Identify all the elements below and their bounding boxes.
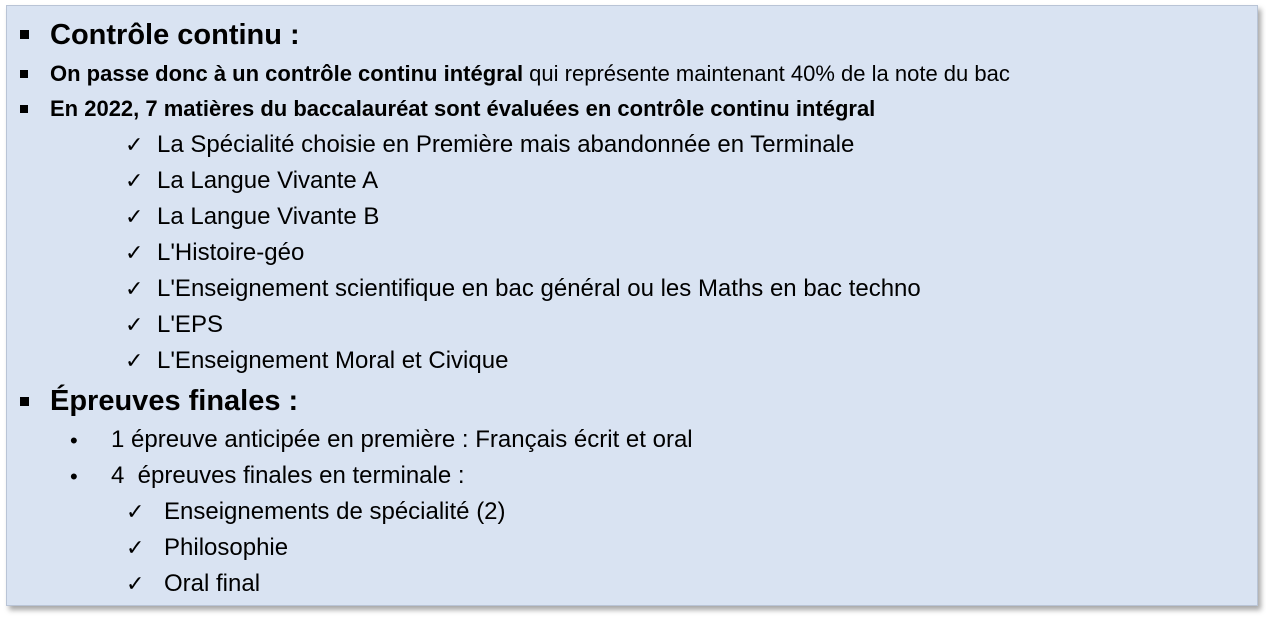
check-item: Philosophie xyxy=(164,534,289,561)
check-item: La Spécialité choisie en Première mais abandonnée en Terminale xyxy=(157,131,855,158)
square-bullet-icon xyxy=(20,397,29,406)
section-heading-epreuves: Épreuves finales : xyxy=(50,385,299,417)
check-mark-icon: ✓ xyxy=(125,169,144,194)
round-bullet-icon: • xyxy=(70,428,78,453)
point-matieres-2022 xyxy=(50,98,875,120)
square-bullet-icon xyxy=(20,30,29,39)
check-item: Enseignements de spécialité (2) xyxy=(164,498,506,525)
check-mark-icon: ✓ xyxy=(125,133,144,158)
section-heading-controle: Contrôle continu : xyxy=(50,19,300,51)
check-item: L'Histoire-géo xyxy=(157,239,305,266)
point-controle-integral xyxy=(50,63,1010,85)
point-bold-text: On passe donc à un contrôle continu intégral xyxy=(50,61,524,86)
check-mark-icon: ✓ xyxy=(125,313,144,338)
check-item: Oral final xyxy=(164,570,261,597)
square-bullet-icon xyxy=(20,105,28,113)
point-bold-text: En 2022, 7 matières du baccalauréat sont évaluées en contrôle continu intégral xyxy=(50,96,876,121)
check-item: L'Enseignement Moral et Civique xyxy=(157,347,509,374)
round-bullet-icon: • xyxy=(70,464,78,489)
check-item: La Langue Vivante A xyxy=(157,167,379,194)
check-mark-icon: ✓ xyxy=(126,500,145,525)
bullet-epreuve-anticipee: 1 épreuve anticipée en première : Français écrit et oral xyxy=(111,426,693,453)
check-mark-icon: ✓ xyxy=(125,349,144,374)
square-bullet-icon xyxy=(20,70,28,78)
check-mark-icon: ✓ xyxy=(125,277,144,302)
content-panel xyxy=(6,5,1258,606)
bullet-epreuves-terminale: 4 épreuves finales en terminale : xyxy=(111,462,465,489)
check-item: La Langue Vivante B xyxy=(157,203,380,230)
point-rest-text: qui représente maintenant 40% de la note du bac xyxy=(523,61,1010,86)
check-mark-icon: ✓ xyxy=(125,241,144,266)
check-mark-icon: ✓ xyxy=(126,536,145,561)
check-item: L'Enseignement scientifique en bac général ou les Maths en bac techno xyxy=(157,275,921,302)
check-mark-icon: ✓ xyxy=(126,572,145,597)
check-mark-icon: ✓ xyxy=(125,205,144,230)
check-item: L'EPS xyxy=(157,311,223,338)
